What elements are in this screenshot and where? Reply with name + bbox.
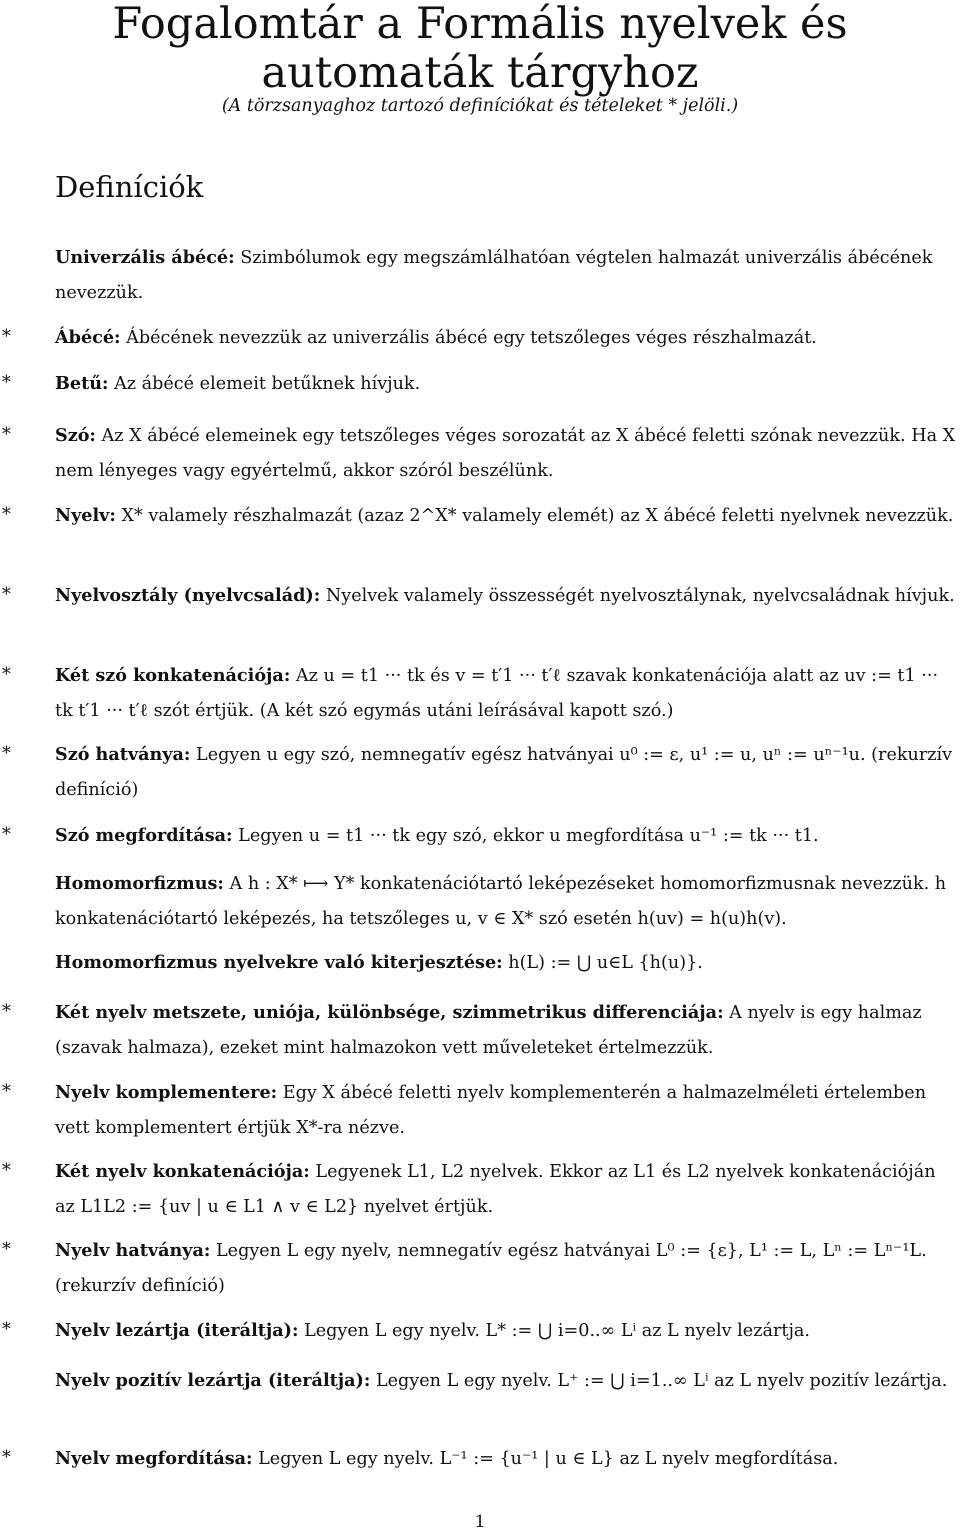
core-topic-marker: *	[2, 505, 11, 525]
definition-entry	[2, 578, 958, 614]
core-topic-marker: *	[2, 825, 11, 845]
definition-term: Szó megfordítása:	[55, 825, 233, 846]
definition-term: Nyelv hatványa:	[55, 1240, 211, 1261]
definition-text: Legyen L egy nyelv. L⁻¹ := {u⁻¹ | u ∈ L} az L nyelv megfordítása.	[258, 1449, 839, 1469]
definition-term: Nyelv komplementere:	[55, 1082, 278, 1103]
definition-text: Legyenek L1, L2 nyelvek. Ekkor az L1 és L2 nyelvek konkatenációján az L1L2 := {uv | u ∈ L1 ∧ v ∈ L2} nyelvet értjük.	[55, 1162, 936, 1217]
definition-entry	[2, 1154, 958, 1225]
definition-text: Az ábécé elemeit betűknek hívjuk.	[114, 374, 421, 394]
definition-entry	[2, 995, 958, 1066]
definition-text: Egy X ábécé feletti nyelv komplementerén a halmazelméleti értelemben vett komplementert értjük X*-ra nézve.	[55, 1083, 927, 1138]
title-line-1: Fogalomtár a Formális nyelvek és	[112, 0, 848, 49]
definition-term: Ábécé:	[55, 327, 121, 348]
definition-text: Legyen u egy szó, nemnegatív egész hatványai u⁰ := ε, u¹ := u, uⁿ := uⁿ⁻¹u. (rekurzív definíció)	[55, 745, 953, 800]
definition-text: h(L) := ⋃ u∈L {h(u)}.	[508, 953, 703, 973]
definition-entry	[2, 818, 958, 854]
definition-text: Az X ábécé elemeinek egy tetszőleges véges sorozatát az X ábécé feletti szónak nevezzük. Ha X nem lényeges vagy egyértelmű, akkor szóról beszélünk.	[55, 426, 956, 481]
core-topic-marker: *	[2, 1448, 11, 1468]
definition-entry	[2, 320, 958, 356]
core-topic-marker: *	[2, 1240, 11, 1260]
document-title	[0, 0, 960, 98]
definition-entry	[2, 1441, 958, 1477]
definition-text: Legyen L egy nyelv. L⁺ := ⋃ i=1..∞ Lⁱ az L nyelv pozitív lezártja.	[375, 1371, 948, 1391]
definition-term: Szó:	[55, 425, 96, 446]
definition-text: Legyen u = t1 ··· tk egy szó, ekkor u megfordítása u⁻¹ := tk ··· t1.	[238, 826, 819, 846]
title-line-2: automaták tárgyhoz	[261, 48, 699, 98]
definition-entry	[55, 240, 958, 311]
definition-term: Betű:	[55, 373, 109, 394]
definition-text: Nyelvek valamely összességét nyelvosztálynak, nyelvcsaládnak hívjuk.	[325, 586, 955, 606]
definition-entry	[2, 737, 958, 808]
definition-entry	[2, 418, 958, 489]
definition-term: Szó hatványa:	[55, 744, 191, 765]
definition-term: Két nyelv konkatenációja:	[55, 1161, 310, 1182]
definition-text: A nyelv is egy halmaz (szavak halmaza), ezeket mint halmazokon vett műveleteket értelmezzük.	[55, 1003, 922, 1058]
definition-text: Legyen L egy nyelv, nemnegatív egész hatványai L⁰ := {ε}, L¹ := L, Lⁿ := Lⁿ⁻¹L. (rekurzív definíció)	[55, 1241, 927, 1296]
definition-entry	[2, 658, 958, 729]
definition-term: Nyelv pozitív lezártja (iteráltja):	[55, 1370, 371, 1391]
definition-entry	[2, 1233, 958, 1304]
definition-text: X* valamely részhalmazát (azaz 2^X* valamely elemét) az X ábécé feletti nyelvnek nevezzük.	[121, 506, 954, 526]
definition-text: A h : X* ⟼ Y* konkatenációtartó leképezéseket homomorfizmusnak nevezzük. h konkatenációtartó leképezés, ha tetszőleges u, v ∈ X* szó esetén h(uv) = h(u)h(v).	[55, 874, 947, 929]
definition-entry	[55, 945, 958, 981]
definition-term: Nyelvosztály (nyelvcsalád):	[55, 585, 321, 606]
definition-text: Ábécének nevezzük az univerzális ábécé egy tetszőleges véges részhalmazát.	[126, 328, 817, 348]
core-topic-marker: *	[2, 1161, 11, 1181]
definition-text: Szimbólumok egy megszámlálhatóan végtelen halmazát univerzális ábécének nevezzük.	[55, 248, 933, 303]
definition-term: Nyelv megfordítása:	[55, 1448, 253, 1469]
definition-term: Nyelv:	[55, 505, 116, 526]
core-topic-marker: *	[2, 327, 11, 347]
definition-term: Nyelv lezártja (iteráltja):	[55, 1320, 299, 1341]
core-topic-marker: *	[2, 1082, 11, 1102]
definition-entry	[2, 1075, 958, 1146]
core-topic-marker: *	[2, 665, 11, 685]
core-topic-marker: *	[2, 373, 11, 393]
core-topic-marker: *	[2, 1002, 11, 1022]
core-topic-marker: *	[2, 744, 11, 764]
definition-term: Homomorfizmus:	[55, 873, 224, 894]
definition-term: Univerzális ábécé:	[55, 247, 235, 268]
core-topic-marker: *	[2, 1320, 11, 1340]
definition-entry	[55, 866, 958, 937]
page-number: 1	[474, 1512, 486, 1532]
section-heading: Definíciók	[55, 170, 204, 204]
document-subtitle: (A törzsanyaghoz tartozó definíciókat és tételeket * jelöli.)	[221, 96, 739, 116]
definition-term: Két szó konkatenációja:	[55, 665, 291, 686]
definition-entry	[2, 366, 958, 402]
definition-text: Az u = t1 ··· tk és v = t′1 ··· t′ℓ szavak konkatenációja alatt az uv := t1 ··· tk t′1 ··· t′ℓ szót értjük. (A két szó egymás utáni leírásával kapott szó.)	[55, 666, 939, 721]
core-topic-marker: *	[2, 585, 11, 605]
definition-entry	[2, 1313, 958, 1349]
definition-entry	[55, 1363, 958, 1399]
core-topic-marker: *	[2, 425, 11, 445]
definition-term: Homomorfizmus nyelvekre való kiterjesztése:	[55, 952, 503, 973]
definition-term: Két nyelv metszete, uniója, különbsége, szimmetrikus differenciája:	[55, 1002, 724, 1023]
definition-entry	[2, 498, 958, 534]
definition-text: Legyen L egy nyelv. L* := ⋃ i=0..∞ Lⁱ az L nyelv lezártja.	[304, 1321, 810, 1341]
